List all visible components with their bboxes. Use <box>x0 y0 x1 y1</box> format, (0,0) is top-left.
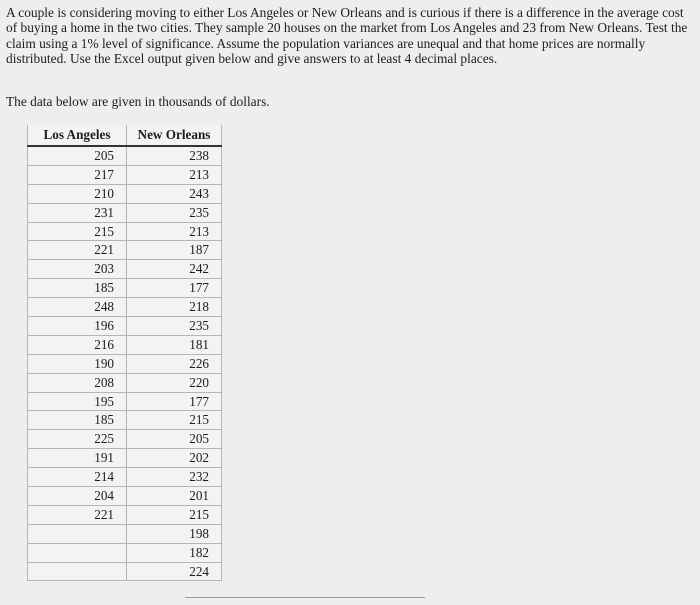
table-row <box>28 505 222 524</box>
cell-los-angeles: 203 <box>28 260 127 279</box>
table-row <box>28 487 222 506</box>
cell-new-orleans: 198 <box>127 524 222 543</box>
cell-new-orleans: 213 <box>127 222 222 241</box>
divider-line <box>185 597 425 598</box>
cell-new-orleans: 187 <box>127 241 222 260</box>
table-row <box>28 562 222 581</box>
cell-new-orleans: 224 <box>127 562 222 581</box>
cell-new-orleans: 226 <box>127 354 222 373</box>
header-los-angeles: Los Angeles <box>28 125 127 146</box>
cell-los-angeles: 195 <box>28 392 127 411</box>
table-row <box>28 543 222 562</box>
table-row <box>28 184 222 203</box>
cell-los-angeles: 225 <box>28 430 127 449</box>
table-row <box>28 411 222 430</box>
table-header-row <box>28 125 222 146</box>
cell-los-angeles <box>28 562 127 581</box>
cell-new-orleans: 235 <box>127 203 222 222</box>
cell-los-angeles: 221 <box>28 505 127 524</box>
cell-new-orleans: 243 <box>127 184 222 203</box>
cell-los-angeles <box>28 543 127 562</box>
cell-new-orleans: 220 <box>127 373 222 392</box>
cell-new-orleans: 215 <box>127 505 222 524</box>
cell-los-angeles: 185 <box>28 411 127 430</box>
cell-los-angeles: 221 <box>28 241 127 260</box>
cell-new-orleans: 202 <box>127 449 222 468</box>
cell-new-orleans: 242 <box>127 260 222 279</box>
table-row <box>28 449 222 468</box>
table-row <box>28 298 222 317</box>
cell-los-angeles: 185 <box>28 279 127 298</box>
cell-los-angeles: 204 <box>28 487 127 506</box>
cell-los-angeles: 196 <box>28 317 127 336</box>
cell-los-angeles: 214 <box>28 468 127 487</box>
cell-los-angeles: 208 <box>28 373 127 392</box>
cell-new-orleans: 235 <box>127 317 222 336</box>
table-row <box>28 392 222 411</box>
cell-los-angeles: 217 <box>28 165 127 184</box>
cell-new-orleans: 182 <box>127 543 222 562</box>
data-table <box>27 125 222 581</box>
table-row <box>28 373 222 392</box>
table-row <box>28 524 222 543</box>
cell-new-orleans: 238 <box>127 146 222 165</box>
table-row <box>28 260 222 279</box>
data-note: The data below are given in thousands of dollars. <box>6 94 270 109</box>
table-row <box>28 203 222 222</box>
cell-los-angeles <box>28 524 127 543</box>
cell-los-angeles: 231 <box>28 203 127 222</box>
cell-new-orleans: 177 <box>127 279 222 298</box>
table-row <box>28 430 222 449</box>
table-row <box>28 146 222 165</box>
table-row <box>28 279 222 298</box>
cell-los-angeles: 216 <box>28 335 127 354</box>
cell-los-angeles: 215 <box>28 222 127 241</box>
cell-new-orleans: 201 <box>127 487 222 506</box>
table-row <box>28 468 222 487</box>
table-row <box>28 222 222 241</box>
cell-los-angeles: 205 <box>28 146 127 165</box>
cell-new-orleans: 213 <box>127 165 222 184</box>
cell-new-orleans: 177 <box>127 392 222 411</box>
cell-los-angeles: 190 <box>28 354 127 373</box>
table-row <box>28 354 222 373</box>
cell-los-angeles: 210 <box>28 184 127 203</box>
cell-los-angeles: 248 <box>28 298 127 317</box>
cell-los-angeles: 191 <box>28 449 127 468</box>
cell-new-orleans: 232 <box>127 468 222 487</box>
header-new-orleans: New Orleans <box>127 125 222 146</box>
table-row <box>28 165 222 184</box>
problem-text: A couple is considering moving to either Los Angeles or New Orleans and is curious if there is a difference in the average cost of buying a home in the two cities. They sample 20 houses on the market from Los Angeles and 23 from New Orleans. Test the claim using a 1% level of significance. Assume the population variances are unequal and that home prices are normally distributed. Use the Excel output given below and give answers to at least 4 decimal places. <box>6 5 688 66</box>
cell-new-orleans: 215 <box>127 411 222 430</box>
table-row <box>28 317 222 336</box>
cell-new-orleans: 205 <box>127 430 222 449</box>
table-row <box>28 241 222 260</box>
table-row <box>28 335 222 354</box>
cell-new-orleans: 181 <box>127 335 222 354</box>
cell-new-orleans: 218 <box>127 298 222 317</box>
